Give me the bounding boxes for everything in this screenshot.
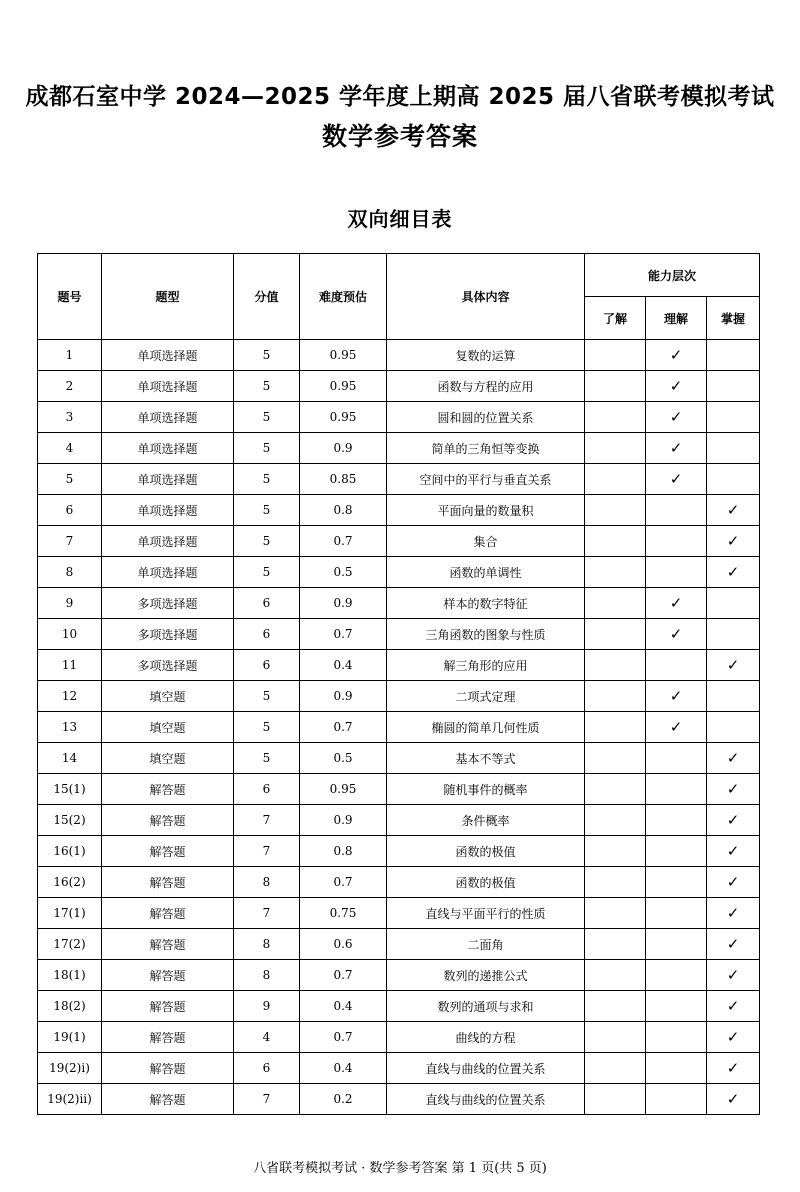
cell-content: 直线与平面平行的性质 (387, 898, 585, 929)
cell-level-master (707, 929, 760, 960)
cell-difficulty: 0.4 (300, 1053, 387, 1084)
cell-number: 8 (38, 557, 102, 588)
cell-level-master (707, 836, 760, 867)
cell-level-comprehend (646, 557, 707, 588)
check-mark-icon: ✓ (669, 377, 683, 395)
table-row (38, 1053, 760, 1084)
table-row (38, 743, 760, 774)
cell-type: 解答题 (102, 836, 234, 867)
cell-number: 11 (38, 650, 102, 681)
cell-difficulty: 0.4 (300, 650, 387, 681)
cell-level-comprehend (646, 743, 707, 774)
table-row (38, 650, 760, 681)
cell-difficulty: 0.95 (300, 774, 387, 805)
cell-difficulty: 0.7 (300, 619, 387, 650)
cell-type: 多项选择题 (102, 588, 234, 619)
specification-table (37, 253, 760, 1115)
cell-score: 4 (234, 1022, 300, 1053)
table-row (38, 681, 760, 712)
cell-number: 5 (38, 464, 102, 495)
cell-level-comprehend (646, 619, 707, 650)
check-mark-icon: ✓ (669, 718, 683, 736)
cell-number: 7 (38, 526, 102, 557)
cell-content: 曲线的方程 (387, 1022, 585, 1053)
check-mark-icon: ✓ (726, 563, 740, 581)
header-ability: 能力层次 (585, 254, 760, 297)
cell-level-understand (585, 1022, 646, 1053)
cell-type: 解答题 (102, 898, 234, 929)
cell-level-master (707, 526, 760, 557)
table-row (38, 526, 760, 557)
header-score: 分值 (234, 254, 300, 340)
table-row (38, 464, 760, 495)
cell-score: 5 (234, 340, 300, 371)
cell-level-understand (585, 898, 646, 929)
cell-number: 15(2) (38, 805, 102, 836)
table-row (38, 1084, 760, 1115)
cell-score: 5 (234, 371, 300, 402)
cell-level-understand (585, 402, 646, 433)
cell-number: 16(2) (38, 867, 102, 898)
cell-content: 函数的单调性 (387, 557, 585, 588)
table-row (38, 898, 760, 929)
cell-type: 单项选择题 (102, 557, 234, 588)
table-row (38, 867, 760, 898)
cell-number: 19(1) (38, 1022, 102, 1053)
header-difficulty: 难度预估 (300, 254, 387, 340)
cell-difficulty: 0.95 (300, 402, 387, 433)
cell-type: 多项选择题 (102, 650, 234, 681)
cell-number: 2 (38, 371, 102, 402)
table-row (38, 991, 760, 1022)
cell-difficulty: 0.95 (300, 371, 387, 402)
cell-score: 8 (234, 960, 300, 991)
cell-level-master (707, 371, 760, 402)
cell-type: 填空题 (102, 712, 234, 743)
cell-type: 填空题 (102, 681, 234, 712)
cell-level-comprehend (646, 867, 707, 898)
table-row (38, 619, 760, 650)
cell-level-master (707, 1053, 760, 1084)
cell-content: 数列的递推公式 (387, 960, 585, 991)
cell-number: 13 (38, 712, 102, 743)
check-mark-icon: ✓ (726, 532, 740, 550)
cell-level-comprehend (646, 960, 707, 991)
cell-score: 7 (234, 1084, 300, 1115)
cell-type: 解答题 (102, 960, 234, 991)
cell-type: 解答题 (102, 1084, 234, 1115)
cell-score: 5 (234, 464, 300, 495)
cell-score: 8 (234, 867, 300, 898)
cell-level-master (707, 495, 760, 526)
cell-level-understand (585, 774, 646, 805)
header-type: 题型 (102, 254, 234, 340)
cell-level-understand (585, 619, 646, 650)
cell-score: 7 (234, 836, 300, 867)
page-footer: 八省联考模拟考试 · 数学参考答案 第 1 页(共 5 页) (253, 1161, 547, 1176)
cell-level-understand (585, 991, 646, 1022)
table-body (38, 340, 760, 1115)
cell-level-understand (585, 743, 646, 774)
section-title: 双向细目表 (347, 207, 453, 231)
cell-number: 6 (38, 495, 102, 526)
cell-content: 二面角 (387, 929, 585, 960)
cell-level-comprehend (646, 681, 707, 712)
header-level-master: 掌握 (707, 297, 760, 340)
cell-level-master (707, 402, 760, 433)
cell-difficulty: 0.85 (300, 464, 387, 495)
cell-content: 椭圆的简单几何性质 (387, 712, 585, 743)
cell-score: 6 (234, 1053, 300, 1084)
cell-level-understand (585, 867, 646, 898)
header-number: 题号 (38, 254, 102, 340)
cell-level-understand (585, 371, 646, 402)
table-row (38, 402, 760, 433)
cell-difficulty: 0.7 (300, 960, 387, 991)
cell-difficulty: 0.5 (300, 743, 387, 774)
cell-number: 18(2) (38, 991, 102, 1022)
cell-number: 3 (38, 402, 102, 433)
cell-difficulty: 0.5 (300, 557, 387, 588)
table-row (38, 557, 760, 588)
table-row (38, 712, 760, 743)
cell-level-master (707, 340, 760, 371)
cell-score: 5 (234, 402, 300, 433)
table-row (38, 929, 760, 960)
cell-score: 7 (234, 805, 300, 836)
cell-level-comprehend (646, 774, 707, 805)
cell-type: 多项选择题 (102, 619, 234, 650)
cell-content: 平面向量的数量积 (387, 495, 585, 526)
cell-content: 随机事件的概率 (387, 774, 585, 805)
cell-number: 16(1) (38, 836, 102, 867)
header-level-comprehend: 理解 (646, 297, 707, 340)
table-row (38, 774, 760, 805)
check-mark-icon: ✓ (726, 1059, 740, 1077)
cell-level-understand (585, 650, 646, 681)
cell-score: 6 (234, 619, 300, 650)
cell-level-comprehend (646, 464, 707, 495)
cell-score: 9 (234, 991, 300, 1022)
cell-content: 简单的三角恒等变换 (387, 433, 585, 464)
cell-number: 17(2) (38, 929, 102, 960)
cell-score: 5 (234, 495, 300, 526)
cell-content: 二项式定理 (387, 681, 585, 712)
cell-level-comprehend (646, 1053, 707, 1084)
cell-difficulty: 0.7 (300, 712, 387, 743)
cell-number: 18(1) (38, 960, 102, 991)
table-row (38, 371, 760, 402)
cell-level-comprehend (646, 650, 707, 681)
check-mark-icon: ✓ (726, 811, 740, 829)
cell-level-master (707, 867, 760, 898)
cell-level-understand (585, 495, 646, 526)
cell-type: 解答题 (102, 805, 234, 836)
check-mark-icon: ✓ (669, 470, 683, 488)
cell-type: 解答题 (102, 1022, 234, 1053)
answer-title: 数学参考答案 (321, 122, 478, 151)
check-mark-icon: ✓ (669, 439, 683, 457)
check-mark-icon: ✓ (669, 346, 683, 364)
cell-level-understand (585, 929, 646, 960)
cell-level-master (707, 650, 760, 681)
cell-number: 14 (38, 743, 102, 774)
cell-level-understand (585, 960, 646, 991)
check-mark-icon: ✓ (726, 966, 740, 984)
cell-content: 数列的通项与求和 (387, 991, 585, 1022)
cell-level-master (707, 433, 760, 464)
cell-level-master (707, 557, 760, 588)
cell-content: 基本不等式 (387, 743, 585, 774)
cell-level-master (707, 991, 760, 1022)
check-mark-icon: ✓ (726, 749, 740, 767)
cell-level-comprehend (646, 495, 707, 526)
cell-content: 函数的极值 (387, 836, 585, 867)
cell-number: 17(1) (38, 898, 102, 929)
cell-content: 直线与曲线的位置关系 (387, 1084, 585, 1115)
cell-level-understand (585, 1084, 646, 1115)
check-mark-icon: ✓ (669, 408, 683, 426)
cell-level-comprehend (646, 1022, 707, 1053)
cell-level-master (707, 464, 760, 495)
cell-score: 7 (234, 898, 300, 929)
cell-level-master (707, 960, 760, 991)
cell-level-master (707, 1022, 760, 1053)
cell-score: 6 (234, 650, 300, 681)
cell-difficulty: 0.6 (300, 929, 387, 960)
table-row (38, 805, 760, 836)
cell-level-comprehend (646, 371, 707, 402)
cell-difficulty: 0.9 (300, 588, 387, 619)
cell-score: 6 (234, 774, 300, 805)
cell-level-comprehend (646, 1084, 707, 1115)
cell-score: 5 (234, 743, 300, 774)
check-mark-icon: ✓ (726, 873, 740, 891)
cell-content: 空间中的平行与垂直关系 (387, 464, 585, 495)
cell-level-master (707, 774, 760, 805)
cell-type: 单项选择题 (102, 495, 234, 526)
cell-difficulty: 0.7 (300, 526, 387, 557)
cell-level-master (707, 1084, 760, 1115)
cell-difficulty: 0.7 (300, 1022, 387, 1053)
cell-number: 19(2)i) (38, 1053, 102, 1084)
cell-level-understand (585, 805, 646, 836)
check-mark-icon: ✓ (669, 625, 683, 643)
cell-level-master (707, 743, 760, 774)
cell-level-comprehend (646, 526, 707, 557)
table-row (38, 340, 760, 371)
cell-content: 三角函数的图象与性质 (387, 619, 585, 650)
cell-level-master (707, 619, 760, 650)
cell-level-comprehend (646, 340, 707, 371)
cell-number: 12 (38, 681, 102, 712)
cell-level-understand (585, 836, 646, 867)
cell-content: 解三角形的应用 (387, 650, 585, 681)
check-mark-icon: ✓ (726, 1090, 740, 1108)
cell-content: 直线与曲线的位置关系 (387, 1053, 585, 1084)
cell-type: 单项选择题 (102, 433, 234, 464)
cell-level-understand (585, 526, 646, 557)
cell-content: 函数的极值 (387, 867, 585, 898)
cell-number: 1 (38, 340, 102, 371)
table-row (38, 960, 760, 991)
cell-type: 解答题 (102, 1053, 234, 1084)
check-mark-icon: ✓ (726, 1028, 740, 1046)
cell-level-comprehend (646, 433, 707, 464)
cell-level-comprehend (646, 929, 707, 960)
cell-number: 4 (38, 433, 102, 464)
cell-level-understand (585, 464, 646, 495)
cell-type: 解答题 (102, 991, 234, 1022)
cell-type: 解答题 (102, 774, 234, 805)
cell-score: 6 (234, 588, 300, 619)
cell-score: 8 (234, 929, 300, 960)
cell-level-master (707, 898, 760, 929)
table-row (38, 1022, 760, 1053)
cell-level-understand (585, 681, 646, 712)
cell-level-comprehend (646, 712, 707, 743)
cell-score: 5 (234, 557, 300, 588)
cell-difficulty: 0.7 (300, 867, 387, 898)
cell-level-master (707, 805, 760, 836)
cell-level-comprehend (646, 836, 707, 867)
cell-level-comprehend (646, 588, 707, 619)
cell-difficulty: 0.8 (300, 836, 387, 867)
cell-difficulty: 0.9 (300, 805, 387, 836)
cell-content: 函数与方程的应用 (387, 371, 585, 402)
cell-content: 复数的运算 (387, 340, 585, 371)
cell-level-understand (585, 340, 646, 371)
cell-type: 单项选择题 (102, 340, 234, 371)
cell-level-understand (585, 588, 646, 619)
cell-score: 5 (234, 681, 300, 712)
cell-type: 单项选择题 (102, 464, 234, 495)
cell-difficulty: 0.9 (300, 681, 387, 712)
check-mark-icon: ✓ (726, 780, 740, 798)
cell-level-comprehend (646, 805, 707, 836)
cell-difficulty: 0.9 (300, 433, 387, 464)
check-mark-icon: ✓ (726, 997, 740, 1015)
check-mark-icon: ✓ (726, 904, 740, 922)
cell-type: 单项选择题 (102, 402, 234, 433)
cell-number: 10 (38, 619, 102, 650)
cell-content: 圆和圆的位置关系 (387, 402, 585, 433)
cell-content: 集合 (387, 526, 585, 557)
cell-number: 19(2)ii) (38, 1084, 102, 1115)
table-row (38, 433, 760, 464)
exam-title: 成都石室中学 2024—2025 学年度上期高 2025 届八省联考模拟考试 (25, 84, 775, 110)
cell-difficulty: 0.8 (300, 495, 387, 526)
header-level-understand: 了解 (585, 297, 646, 340)
cell-number: 15(1) (38, 774, 102, 805)
cell-level-understand (585, 433, 646, 464)
cell-type: 解答题 (102, 929, 234, 960)
check-mark-icon: ✓ (669, 594, 683, 612)
check-mark-icon: ✓ (726, 842, 740, 860)
cell-difficulty: 0.2 (300, 1084, 387, 1115)
cell-number: 9 (38, 588, 102, 619)
table-row (38, 588, 760, 619)
check-mark-icon: ✓ (726, 656, 740, 674)
cell-content: 样本的数字特征 (387, 588, 585, 619)
cell-difficulty: 0.75 (300, 898, 387, 929)
cell-level-understand (585, 712, 646, 743)
cell-score: 5 (234, 433, 300, 464)
cell-level-master (707, 588, 760, 619)
cell-difficulty: 0.95 (300, 340, 387, 371)
cell-level-comprehend (646, 898, 707, 929)
cell-type: 单项选择题 (102, 526, 234, 557)
cell-level-comprehend (646, 991, 707, 1022)
cell-type: 解答题 (102, 867, 234, 898)
check-mark-icon: ✓ (726, 935, 740, 953)
cell-type: 单项选择题 (102, 371, 234, 402)
header-content: 具体内容 (387, 254, 585, 340)
cell-level-master (707, 712, 760, 743)
table-row (38, 495, 760, 526)
cell-level-comprehend (646, 402, 707, 433)
check-mark-icon: ✓ (726, 501, 740, 519)
cell-level-understand (585, 557, 646, 588)
cell-score: 5 (234, 526, 300, 557)
check-mark-icon: ✓ (669, 687, 683, 705)
table-row (38, 836, 760, 867)
cell-difficulty: 0.4 (300, 991, 387, 1022)
cell-score: 5 (234, 712, 300, 743)
cell-level-master (707, 681, 760, 712)
cell-level-understand (585, 1053, 646, 1084)
cell-content: 条件概率 (387, 805, 585, 836)
cell-type: 填空题 (102, 743, 234, 774)
